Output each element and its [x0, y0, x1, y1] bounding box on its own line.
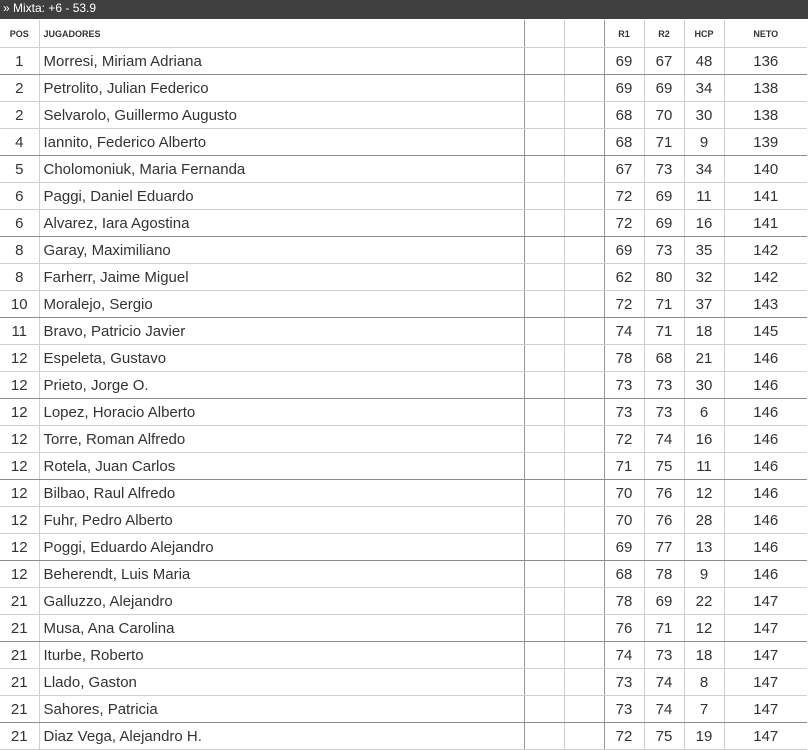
header-players: JUGADORES [39, 20, 524, 48]
round-1-score: 69 [604, 48, 644, 75]
extra-cell-1 [524, 210, 564, 237]
round-2-score: 73 [644, 237, 684, 264]
player-name: Morresi, Miriam Adriana [39, 48, 524, 75]
extra-cell-1 [524, 129, 564, 156]
player-position: 2 [0, 75, 39, 102]
round-1-score: 72 [604, 723, 644, 750]
table-row [0, 507, 807, 534]
player-position: 12 [0, 345, 39, 372]
extra-cell-1 [524, 183, 564, 210]
extra-cell-2 [564, 426, 604, 453]
handicap: 32 [684, 264, 724, 291]
player-position: 21 [0, 615, 39, 642]
round-1-score: 73 [604, 669, 644, 696]
player-position: 8 [0, 264, 39, 291]
handicap: 9 [684, 561, 724, 588]
extra-cell-2 [564, 75, 604, 102]
table-row [0, 642, 807, 669]
round-2-score: 68 [644, 345, 684, 372]
player-position: 12 [0, 372, 39, 399]
net-score: 146 [724, 507, 807, 534]
handicap: 48 [684, 48, 724, 75]
round-2-score: 78 [644, 561, 684, 588]
round-2-score: 69 [644, 183, 684, 210]
net-score: 146 [724, 480, 807, 507]
player-name: Selvarolo, Guillermo Augusto [39, 102, 524, 129]
player-position: 21 [0, 723, 39, 750]
extra-cell-1 [524, 237, 564, 264]
extra-cell-1 [524, 318, 564, 345]
round-1-score: 78 [604, 588, 644, 615]
table-row [0, 345, 807, 372]
net-score: 146 [724, 561, 807, 588]
round-1-score: 68 [604, 561, 644, 588]
round-2-score: 70 [644, 102, 684, 129]
round-2-score: 71 [644, 291, 684, 318]
extra-cell-2 [564, 588, 604, 615]
table-row [0, 453, 807, 480]
player-position: 2 [0, 102, 39, 129]
handicap: 13 [684, 534, 724, 561]
player-name: Llado, Gaston [39, 669, 524, 696]
extra-cell-2 [564, 453, 604, 480]
round-1-score: 74 [604, 642, 644, 669]
player-name: Lopez, Horacio Alberto [39, 399, 524, 426]
player-name: Galluzzo, Alejandro [39, 588, 524, 615]
round-2-score: 71 [644, 318, 684, 345]
extra-cell-2 [564, 264, 604, 291]
header-r1: R1 [604, 20, 644, 48]
player-name: Beherendt, Luis Maria [39, 561, 524, 588]
handicap: 16 [684, 426, 724, 453]
table-row [0, 156, 807, 183]
handicap: 34 [684, 156, 724, 183]
round-1-score: 73 [604, 399, 644, 426]
player-name: Poggi, Eduardo Alejandro [39, 534, 524, 561]
net-score: 145 [724, 318, 807, 345]
extra-cell-2 [564, 129, 604, 156]
player-name: Alvarez, Iara Agostina [39, 210, 524, 237]
round-1-score: 68 [604, 129, 644, 156]
extra-cell-2 [564, 372, 604, 399]
player-position: 21 [0, 642, 39, 669]
round-2-score: 71 [644, 615, 684, 642]
round-2-score: 73 [644, 399, 684, 426]
player-name: Cholomoniuk, Maria Fernanda [39, 156, 524, 183]
table-row [0, 588, 807, 615]
round-2-score: 74 [644, 696, 684, 723]
round-2-score: 69 [644, 588, 684, 615]
round-2-score: 69 [644, 210, 684, 237]
round-2-score: 76 [644, 480, 684, 507]
round-2-score: 76 [644, 507, 684, 534]
handicap: 19 [684, 723, 724, 750]
header-extra-2 [564, 20, 604, 48]
player-name: Prieto, Jorge O. [39, 372, 524, 399]
net-score: 146 [724, 345, 807, 372]
extra-cell-1 [524, 291, 564, 318]
round-2-score: 74 [644, 426, 684, 453]
table-row [0, 723, 807, 750]
extra-cell-2 [564, 696, 604, 723]
round-1-score: 70 [604, 507, 644, 534]
header-hcp: HCP [684, 20, 724, 48]
net-score: 136 [724, 48, 807, 75]
net-score: 147 [724, 669, 807, 696]
round-1-score: 76 [604, 615, 644, 642]
extra-cell-2 [564, 345, 604, 372]
table-row [0, 291, 807, 318]
handicap: 6 [684, 399, 724, 426]
extra-cell-2 [564, 642, 604, 669]
round-1-score: 69 [604, 237, 644, 264]
net-score: 147 [724, 615, 807, 642]
round-2-score: 75 [644, 453, 684, 480]
round-1-score: 72 [604, 426, 644, 453]
handicap: 22 [684, 588, 724, 615]
player-name: Petrolito, Julian Federico [39, 75, 524, 102]
player-position: 10 [0, 291, 39, 318]
extra-cell-1 [524, 264, 564, 291]
net-score: 138 [724, 102, 807, 129]
round-2-score: 69 [644, 75, 684, 102]
player-position: 1 [0, 48, 39, 75]
player-name: Bravo, Patricio Javier [39, 318, 524, 345]
table-header-row [0, 20, 807, 48]
extra-cell-1 [524, 453, 564, 480]
extra-cell-1 [524, 588, 564, 615]
player-position: 12 [0, 426, 39, 453]
header-extra-1 [524, 20, 564, 48]
handicap: 16 [684, 210, 724, 237]
round-1-score: 78 [604, 345, 644, 372]
player-name: Paggi, Daniel Eduardo [39, 183, 524, 210]
round-2-score: 73 [644, 156, 684, 183]
extra-cell-2 [564, 183, 604, 210]
header-pos: POS [0, 20, 39, 48]
round-1-score: 72 [604, 183, 644, 210]
extra-cell-2 [564, 399, 604, 426]
extra-cell-1 [524, 399, 564, 426]
table-row [0, 129, 807, 156]
round-1-score: 69 [604, 75, 644, 102]
extra-cell-1 [524, 372, 564, 399]
extra-cell-1 [524, 534, 564, 561]
table-row [0, 264, 807, 291]
table-row [0, 318, 807, 345]
table-row [0, 426, 807, 453]
net-score: 141 [724, 210, 807, 237]
net-score: 146 [724, 453, 807, 480]
round-1-score: 67 [604, 156, 644, 183]
extra-cell-1 [524, 345, 564, 372]
extra-cell-1 [524, 480, 564, 507]
net-score: 147 [724, 723, 807, 750]
player-name: Moralejo, Sergio [39, 291, 524, 318]
net-score: 139 [724, 129, 807, 156]
extra-cell-1 [524, 615, 564, 642]
player-name: Rotela, Juan Carlos [39, 453, 524, 480]
table-row [0, 696, 807, 723]
round-2-score: 74 [644, 669, 684, 696]
extra-cell-2 [564, 291, 604, 318]
category-title: » Mixta: +6 - 53.9 [0, 0, 808, 19]
handicap: 28 [684, 507, 724, 534]
player-position: 6 [0, 183, 39, 210]
player-position: 12 [0, 561, 39, 588]
extra-cell-2 [564, 102, 604, 129]
extra-cell-2 [564, 210, 604, 237]
player-name: Iturbe, Roberto [39, 642, 524, 669]
extra-cell-1 [524, 669, 564, 696]
player-position: 12 [0, 453, 39, 480]
extra-cell-2 [564, 318, 604, 345]
results-table [0, 20, 807, 750]
extra-cell-2 [564, 237, 604, 264]
extra-cell-2 [564, 156, 604, 183]
player-name: Iannito, Federico Alberto [39, 129, 524, 156]
round-1-score: 72 [604, 291, 644, 318]
table-row [0, 480, 807, 507]
handicap: 7 [684, 696, 724, 723]
extra-cell-1 [524, 156, 564, 183]
net-score: 146 [724, 534, 807, 561]
player-position: 12 [0, 507, 39, 534]
handicap: 11 [684, 453, 724, 480]
net-score: 140 [724, 156, 807, 183]
net-score: 147 [724, 642, 807, 669]
player-position: 8 [0, 237, 39, 264]
round-1-score: 74 [604, 318, 644, 345]
header-neto: NETO [724, 20, 807, 48]
handicap: 30 [684, 372, 724, 399]
round-2-score: 73 [644, 372, 684, 399]
round-2-score: 67 [644, 48, 684, 75]
round-1-score: 62 [604, 264, 644, 291]
handicap: 12 [684, 480, 724, 507]
player-position: 21 [0, 588, 39, 615]
round-1-score: 70 [604, 480, 644, 507]
handicap: 35 [684, 237, 724, 264]
extra-cell-2 [564, 669, 604, 696]
player-name: Sahores, Patricia [39, 696, 524, 723]
player-name: Farherr, Jaime Miguel [39, 264, 524, 291]
player-position: 4 [0, 129, 39, 156]
net-score: 147 [724, 696, 807, 723]
player-name: Torre, Roman Alfredo [39, 426, 524, 453]
extra-cell-2 [564, 534, 604, 561]
extra-cell-2 [564, 723, 604, 750]
player-name: Diaz Vega, Alejandro H. [39, 723, 524, 750]
handicap: 18 [684, 642, 724, 669]
extra-cell-2 [564, 48, 604, 75]
extra-cell-1 [524, 696, 564, 723]
table-row [0, 561, 807, 588]
round-1-score: 73 [604, 372, 644, 399]
extra-cell-1 [524, 507, 564, 534]
extra-cell-1 [524, 75, 564, 102]
player-name: Bilbao, Raul Alfredo [39, 480, 524, 507]
extra-cell-2 [564, 480, 604, 507]
handicap: 34 [684, 75, 724, 102]
extra-cell-1 [524, 561, 564, 588]
round-2-score: 71 [644, 129, 684, 156]
round-1-score: 71 [604, 453, 644, 480]
extra-cell-2 [564, 507, 604, 534]
net-score: 142 [724, 237, 807, 264]
table-row [0, 102, 807, 129]
handicap: 9 [684, 129, 724, 156]
player-position: 12 [0, 399, 39, 426]
round-2-score: 77 [644, 534, 684, 561]
net-score: 142 [724, 264, 807, 291]
net-score: 141 [724, 183, 807, 210]
table-row [0, 237, 807, 264]
net-score: 143 [724, 291, 807, 318]
results-body [0, 48, 807, 750]
table-row [0, 372, 807, 399]
extra-cell-2 [564, 561, 604, 588]
player-position: 5 [0, 156, 39, 183]
net-score: 138 [724, 75, 807, 102]
table-row [0, 615, 807, 642]
extra-cell-1 [524, 642, 564, 669]
extra-cell-1 [524, 48, 564, 75]
handicap: 18 [684, 318, 724, 345]
round-2-score: 80 [644, 264, 684, 291]
round-1-score: 68 [604, 102, 644, 129]
round-1-score: 72 [604, 210, 644, 237]
extra-cell-1 [524, 102, 564, 129]
handicap: 30 [684, 102, 724, 129]
net-score: 146 [724, 372, 807, 399]
handicap: 37 [684, 291, 724, 318]
player-name: Musa, Ana Carolina [39, 615, 524, 642]
player-name: Garay, Maximiliano [39, 237, 524, 264]
net-score: 147 [724, 588, 807, 615]
player-position: 12 [0, 480, 39, 507]
handicap: 11 [684, 183, 724, 210]
player-position: 6 [0, 210, 39, 237]
table-row [0, 210, 807, 237]
round-1-score: 73 [604, 696, 644, 723]
net-score: 146 [724, 399, 807, 426]
handicap: 8 [684, 669, 724, 696]
extra-cell-2 [564, 615, 604, 642]
round-2-score: 75 [644, 723, 684, 750]
table-row [0, 534, 807, 561]
net-score: 146 [724, 426, 807, 453]
extra-cell-1 [524, 723, 564, 750]
table-row [0, 399, 807, 426]
table-row [0, 669, 807, 696]
handicap: 12 [684, 615, 724, 642]
player-position: 21 [0, 696, 39, 723]
round-2-score: 73 [644, 642, 684, 669]
player-position: 11 [0, 318, 39, 345]
player-position: 21 [0, 669, 39, 696]
player-name: Fuhr, Pedro Alberto [39, 507, 524, 534]
player-position: 12 [0, 534, 39, 561]
table-row [0, 48, 807, 75]
round-1-score: 69 [604, 534, 644, 561]
table-row [0, 75, 807, 102]
extra-cell-1 [524, 426, 564, 453]
player-name: Espeleta, Gustavo [39, 345, 524, 372]
header-r2: R2 [644, 20, 684, 48]
handicap: 21 [684, 345, 724, 372]
table-row [0, 183, 807, 210]
